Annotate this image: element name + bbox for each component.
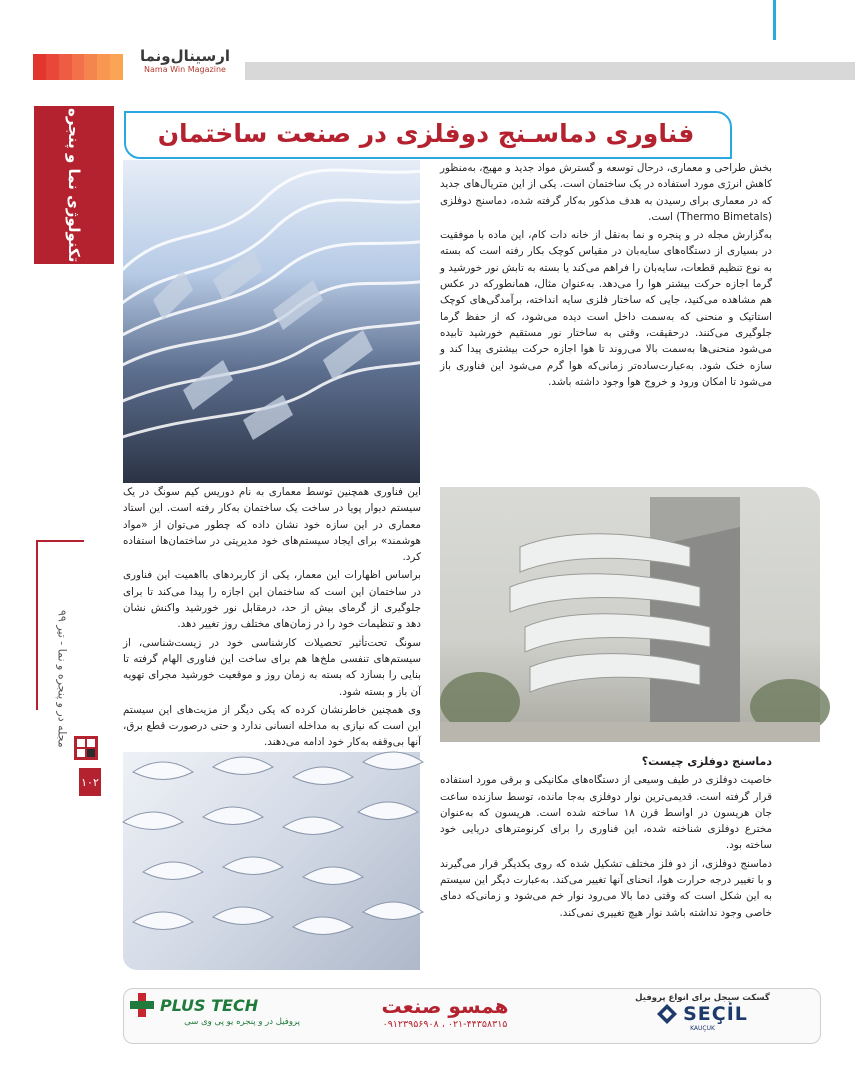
paragraph: به‌گزارش مجله در و پنجره و نما به‌نقل از خانه دات کام، این ماده با موفقیت در بسیاری از دستگاه‌های سایه‌بان در مقیاس کوچک بکار رفته است که بسته به نوع تنظیم قطعات، سایه‌بان را فراهم می‌کند یا بسته به تابش نور خورشید و گرما اجازه حرکت بیشتر هوا را می‌دهد. به‌عنوان مثال، همانطورکه در عکس هم مشاهده می‌کنید، جایی که ساختار فلزی سایه انداخته، برآمدگی‌های کوچک استاتیک و منحنی که به‌سمت داخل است دیده می‌شود، که از حفظ گرما جلوگیری می‌کنند. درحقیقت، وقتی به ساختار نور مستقیم خورشید تابیده می‌شود منحنی‌ها به‌سمت بالا می‌روند تا هوا اجازه حرکت بیشتری پیدا کند و سازه خنک شود. به‌عبارت‌ساده‌تر زمانی‌که هوا گرم می‌شود این فناوری باز می‌شود تا امکان ورود و خروج هوا وجود داشته باشد.	[440, 229, 772, 388]
ad-plus-tech[interactable]	[130, 993, 300, 1037]
secil-logo-icon	[657, 1004, 677, 1024]
article-title: فناوری دماسـنج دوفلزی در صنعت ساختمان	[157, 118, 695, 148]
magazine-issue-label-wrap	[42, 548, 82, 748]
paragraph: دماسنج دوفلزی، از دو فلز مختلف تشکیل شده که روی یکدیگر قرار می‌گیرند و با تغییر درجه حرارت هوا، انحنای آنها تغییر می‌کند. به‌عبارت دیگر این سیستم به این شکل است که وقتی دما بالا می‌رود نوار خم می‌شود و زمانی‌که دمای خاصی وجود نداشته باشد نوار هیچ تغییری نمی‌کند.	[440, 857, 772, 919]
section-tab-label: تکنولوژی نما و پنجره	[65, 107, 83, 263]
secil-tagline: گسکت سیجل برای انواع پروفیل	[635, 993, 770, 1003]
ad-secil[interactable]	[590, 993, 815, 1037]
page-number: ۱۰۲	[79, 768, 101, 796]
magazine-issue-label: مجله در و پنجره و نما - تیر ۹۹	[55, 610, 69, 748]
header-gray-bar	[245, 62, 855, 80]
paragraph: این فناوری همچنین توسط معماری به نام دوریس کیم سونگ در یک سیستم دیوار پویا در ساخت یک ساختمان به‌کار رفته است. این استاد معماری در این سازه خود نشان داده که چطور می‌توان از «مواد هوشمند» برای ایجاد سیستم‌های خود مدیریتی در ساختمان‌ها استفاده کرد.	[123, 486, 421, 564]
hamsou-phone: ۰۲۱-۴۴۳۵۸۳۱۵ ، ۰۹۱۲۳۹۵۶۹۰۸	[382, 1019, 508, 1030]
header-color-stripes	[33, 54, 123, 80]
paragraph: براساس اظهارات این معمار، یکی از کاربردهای بااهمیت این فناوری در ساختمان این است که ساختمان این اجازه را پیدا می‌کند تا برای جلوگیری از گرمای بیش از حد، درمقابل نور خورشید واکنش نشان دهد و تنظیمات خود را در زمان‌های مختلف روز تغییر دهد.	[123, 569, 421, 631]
hamsou-brand: همسو صنعت	[381, 994, 509, 1018]
plus-tech-subtitle: پروفیل در و پنجره یو پی وی سی	[184, 1017, 300, 1027]
logo-english: Nama Win Magazine	[144, 65, 226, 74]
magazine-logo	[126, 47, 244, 83]
plus-logo-icon	[130, 993, 154, 1017]
section-heading: دماسنج دوفلزی چیست؟	[641, 755, 772, 768]
top-right-accent-line	[773, 0, 776, 40]
ad-hamsou-sanat[interactable]	[310, 993, 580, 1037]
plus-tech-brand: PLUS TECH	[160, 995, 259, 1015]
paragraph: بخش طراحی و معماری، درحال توسعه و گسترش مواد جدید و مهیج، به‌منظور کاهش انرژی مورد استفاده در یک ساختمان است. یکی از این متریال‌های جدید که در معماری برای رسیدن به هدف مذکور به‌کار گرفته شده، دماسنج دوفلزی (Thermo Bimetals) است.	[440, 162, 772, 223]
secil-brand: SEÇİL	[683, 1003, 748, 1025]
facade-photo-leaf-pattern	[123, 752, 420, 970]
facade-photo-metal-strips	[123, 160, 420, 483]
paragraph: سونگ تحت‌تأثیر تحصیلات کارشناسی خود در زیست‌شناسی، از سیستم‌های تنفسی ملخ‌ها هم برای ساخت این فناوری الهام گرفته تا بنایی را بسازد که بسته به زمان روز و موقعیت خورشید مجرای تهویه آن باز و بسته شود.	[123, 636, 421, 698]
section-tab-label-wrap	[34, 106, 114, 264]
paragraph: وی همچنین خاطرنشان کرده که یکی دیگر از مزیت‌های این سیستم این است که نیازی به مداخله انسانی ندارد و حتی درصورت قطع برق، آنها بی‌وقفه به‌کار خود ادامه می‌دهند.	[123, 703, 421, 749]
side-rule-vertical	[36, 540, 38, 710]
building-photo-spiral-tower	[440, 487, 820, 742]
paragraph: خاصیت دوفلزی در طیف وسیعی از دستگاه‌های مکانیکی و برقی مورد استفاده قرار گرفته است. قدیمی‌ترین نوار دوفلزی به‌جا مانده، توسط سازنده ساعت جان هریسون در اواسط قرن ۱۸ ساخته شده است. هریسون که به‌عنوان مخترع دوفلزی شناخته شده، این فناوری را برای کرنومترهای دریایی خود ساخته بود.	[440, 774, 772, 852]
side-rule-horizontal	[36, 540, 84, 542]
window-icon	[73, 735, 99, 761]
secil-sub: KAUÇUK	[690, 1025, 715, 1032]
article-text-left	[123, 484, 421, 749]
article-text-intro	[440, 160, 772, 482]
logo-persian: ارسینال‌ونما	[139, 47, 231, 65]
article-text-bimetal	[440, 754, 772, 974]
